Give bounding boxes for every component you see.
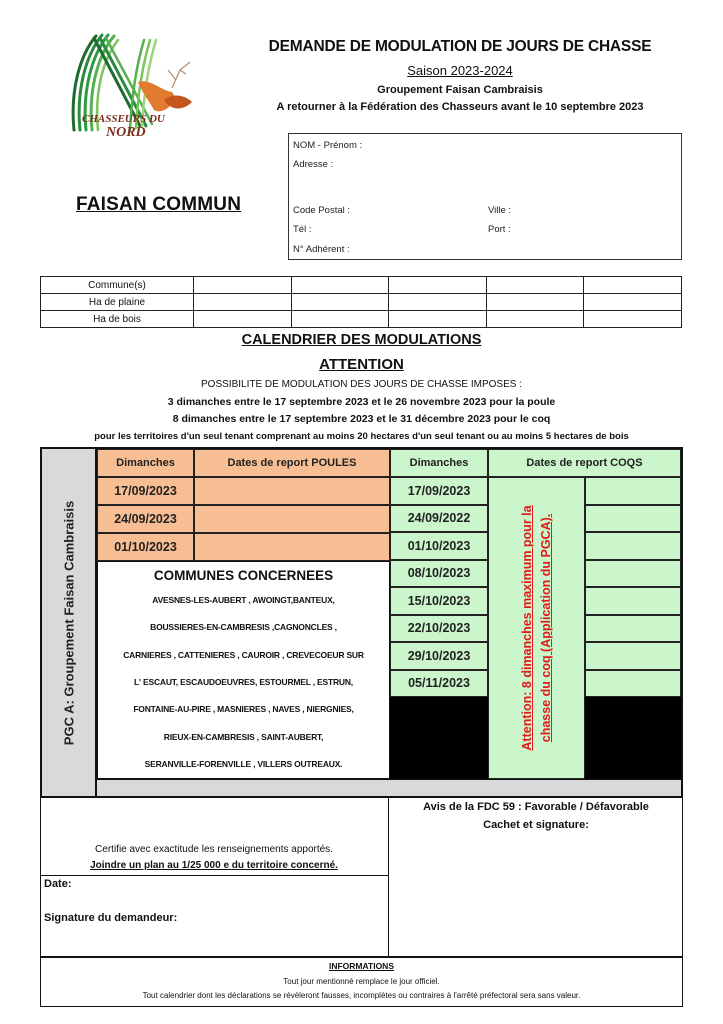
poules-sunday-date: 24/09/2023	[97, 505, 194, 533]
territory-note: pour les territoires d'un seul tenant comprenant au moins 20 hectares d'un seul tenant ou au moins 5 hectares de bois	[94, 431, 629, 442]
coqs-sunday-date: 05/11/2023	[390, 670, 488, 698]
info-line1: Tout jour mentionné remplace le jour officiel.	[283, 977, 440, 986]
name-field[interactable]: NOM - Prénom :	[293, 140, 363, 151]
poules-sunday-date: 01/10/2023	[97, 533, 194, 561]
rule-coq: 8 dimanches entre le 17 septembre 2023 et le 31 décembre 2023 pour le coq	[172, 413, 551, 425]
identity-box	[288, 133, 682, 260]
coqs-sunday-date: 15/10/2023	[390, 587, 488, 615]
info-heading: INFORMATIONS	[328, 961, 394, 971]
coqs-report-cell[interactable]	[585, 615, 681, 643]
coqs-sundays-header: Dimanches	[390, 449, 488, 477]
coqs-sunday-date: 24/09/2022	[390, 505, 488, 533]
attention-heading: ATTENTION	[319, 356, 404, 373]
communes-table-cell[interactable]	[291, 311, 389, 328]
rule-poule: 3 dimanches entre le 17 septembre 2023 et le 26 novembre 2023 pour la poule	[167, 396, 556, 408]
communes-table-cell[interactable]	[291, 277, 389, 294]
coqs-sunday-date: 22/10/2023	[390, 615, 488, 643]
season-label: Saison 2023-2024	[407, 63, 513, 78]
group-name: Groupement Faisan Cambraisis	[377, 84, 543, 96]
member-number-field[interactable]: N° Adhérent :	[293, 244, 350, 255]
poules-report-cell[interactable]	[194, 505, 390, 533]
info-line2: Tout calendrier dont les déclarations se révèleront fausses, incomplètes ou contraires à l'arrêté préfectoral sera sans valeur.	[142, 991, 581, 1000]
logo-text-line2: NORD	[106, 125, 146, 140]
poules-report-cell[interactable]	[194, 533, 390, 561]
poules-report-header: Dates de report POULES	[194, 449, 390, 477]
communes-table-cell[interactable]	[389, 294, 487, 311]
species-title: FAISAN COMMUN	[76, 194, 242, 215]
communes-table-cell[interactable]	[486, 311, 584, 328]
fdc-opinion-box	[388, 798, 683, 957]
row-label: Ha de bois	[41, 311, 194, 328]
communes-table-cell[interactable]	[389, 311, 487, 328]
information-box	[40, 957, 683, 1007]
coqs-sunday-date: 17/09/2023	[390, 477, 488, 505]
commune-line: SERANVILLE-FORENVILLE , VILLERS OUTREAUX.	[144, 758, 343, 769]
phone-field[interactable]: Tél :	[293, 224, 312, 235]
mobile-field[interactable]: Port :	[488, 224, 511, 235]
logo-text-line1: CHASSEURS DU	[82, 113, 165, 125]
communes-table-cell[interactable]	[389, 277, 487, 294]
communes-table-cell[interactable]	[584, 311, 682, 328]
chasseurs-du-nord-logo	[60, 30, 210, 140]
certify-statement: Certifie avec exactitude les renseignements apportés.	[95, 844, 333, 855]
city-field[interactable]: Ville :	[488, 205, 512, 216]
coqs-report-cell[interactable]	[585, 505, 681, 533]
commune-line: RIEUX-EN-CAMBRESIS , SAINT-AUBERT,	[163, 731, 324, 742]
coqs-sunday-date: 29/10/2023	[390, 642, 488, 670]
coqs-report-cell[interactable]	[585, 642, 681, 670]
communes-table-cell[interactable]	[584, 294, 682, 311]
note-line1: Attention: 8 dimanches maximum pour la	[519, 505, 534, 751]
attach-plan-note: Joindre un plan au 1/25 000 e du territoire concerné.	[90, 860, 338, 871]
communes-table-cell[interactable]	[486, 294, 584, 311]
commune-line: BOUSSIERES-EN-CAMBRESIS ,CAGNONCLES ,	[150, 622, 337, 633]
commune-line: FONTAINE-AU-PIRE , MASNIERES , NAVES , NIERGNIES,	[133, 704, 354, 715]
coqs-sunday-date: 08/10/2023	[390, 560, 488, 588]
communes-table-row	[41, 294, 682, 311]
communes-concerned-box	[97, 561, 390, 779]
communes-table-cell[interactable]	[584, 277, 682, 294]
commune-line: AVESNES-LES-AUBERT , AWOINGT,BANTEUX,	[152, 595, 335, 605]
address-field[interactable]: Adresse :	[293, 159, 334, 170]
logo-graphic	[60, 30, 210, 140]
pgc-side-label	[42, 449, 97, 796]
coqs-report-header: Dates de report COQS	[488, 449, 681, 477]
communes-table-cell[interactable]	[194, 311, 292, 328]
calendar-heading: CALENDRIER DES MODULATIONS	[241, 332, 482, 348]
coqs-report-cell[interactable]	[585, 587, 681, 615]
document-title: DEMANDE DE MODULATION DE JOURS DE CHASSE	[268, 38, 652, 55]
communes-area-table	[40, 276, 682, 328]
coq-attention-note	[488, 477, 585, 779]
pgc-label-text: PGC A: Groupement Faisan Cambraisis	[61, 500, 76, 745]
coqs-report-cell[interactable]	[585, 560, 681, 588]
communes-table-cell[interactable]	[291, 294, 389, 311]
stamp-signature-label: Cachet et signature:	[483, 819, 589, 831]
postal-code-field[interactable]: Code Postal :	[293, 205, 351, 216]
coqs-sunday-date: 01/10/2023	[390, 532, 488, 560]
communes-table-cell[interactable]	[486, 277, 584, 294]
calendar-footer-bar	[97, 779, 681, 796]
blacked-out-area	[390, 697, 488, 779]
poules-report-cell[interactable]	[194, 477, 390, 505]
communes-table-cell[interactable]	[194, 277, 292, 294]
note-line2: chasse du coq (Application du PGCA).	[538, 513, 553, 743]
return-notice: A retourner à la Fédération des Chasseurs avant le 10 septembre 2023	[276, 101, 644, 113]
calendar-grid	[40, 447, 683, 798]
communes-table-row	[41, 277, 682, 294]
coqs-report-cell[interactable]	[585, 670, 681, 698]
communes-table-cell[interactable]	[194, 294, 292, 311]
blacked-out-area	[585, 697, 681, 779]
row-label: Commune(s)	[41, 277, 194, 294]
applicant-signature-field[interactable]: Signature du demandeur:	[44, 912, 178, 924]
commune-line: L' ESCAUT, ESCAUDOEUVRES, ESTOURMEL , ESTRUN,	[134, 676, 353, 687]
fdc-opinion: Avis de la FDC 59 : Favorable / Défavorable	[423, 801, 649, 813]
coqs-report-cell[interactable]	[585, 532, 681, 560]
poules-sunday-date: 17/09/2023	[97, 477, 194, 505]
row-label: Ha de plaine	[41, 294, 194, 311]
coqs-report-cell[interactable]	[585, 477, 681, 505]
communes-table-row	[41, 311, 682, 328]
date-field[interactable]: Date:	[44, 878, 72, 890]
poules-sundays-header: Dimanches	[97, 449, 194, 477]
modulation-possibility: POSSIBILITE DE MODULATION DES JOURS DE CHASSE IMPOSES :	[201, 379, 522, 390]
communes-heading: COMMUNES CONCERNEES	[153, 568, 334, 583]
commune-line: CARNIERES , CATTENIERES , CAUROIR , CREVECOEUR SUR	[123, 649, 364, 660]
